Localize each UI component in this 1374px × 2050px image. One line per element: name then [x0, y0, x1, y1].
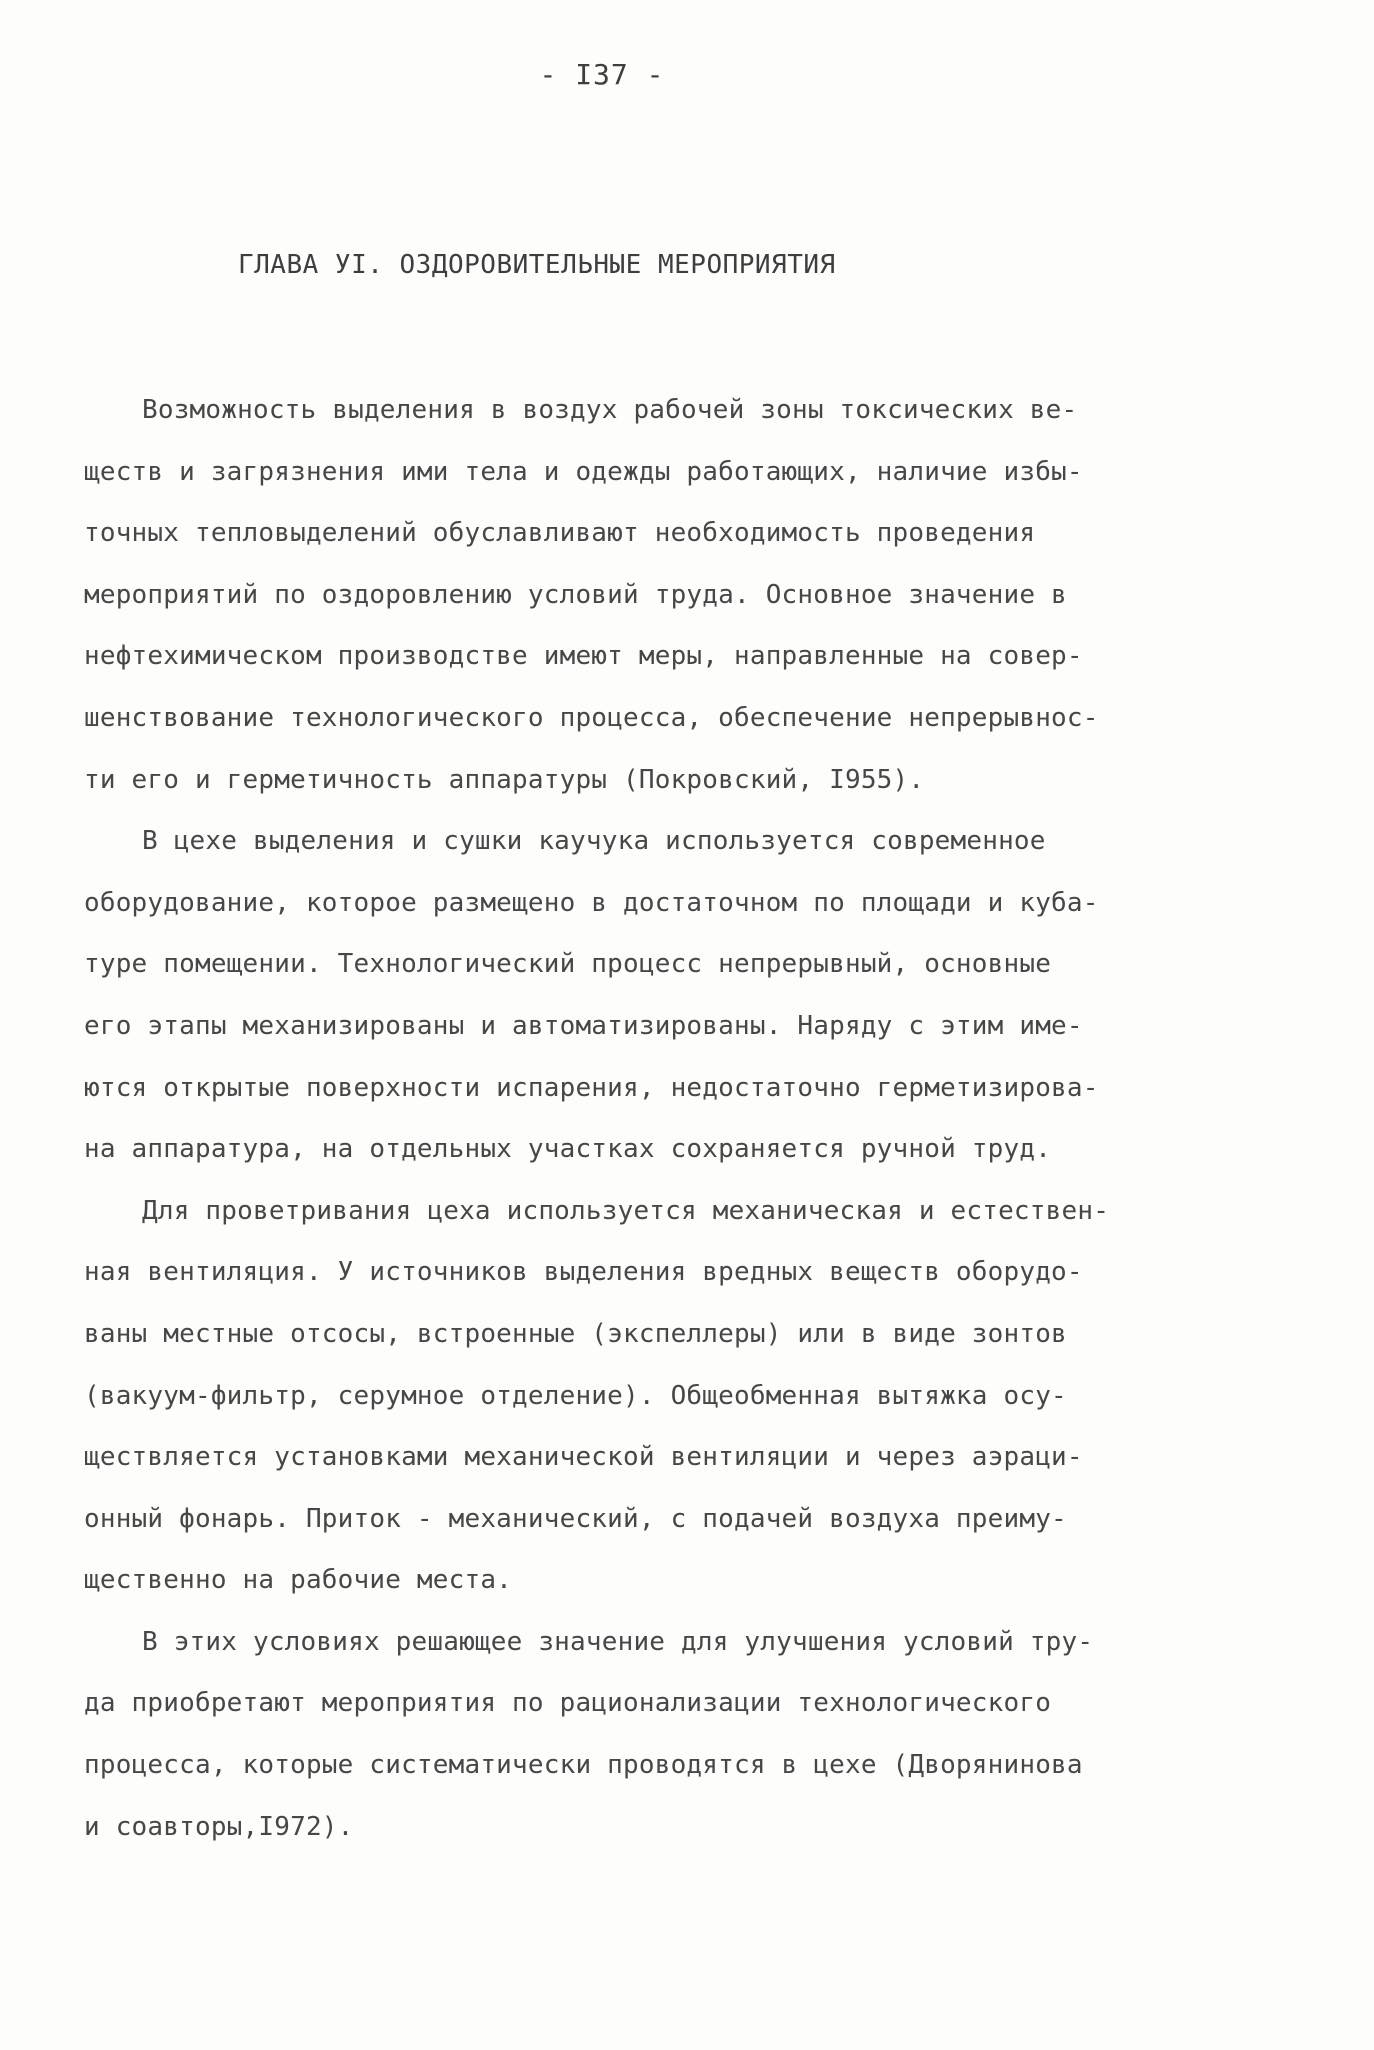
text-line: В этих условиях решающее значение для улучшения условий тру- [142, 1626, 1094, 1657]
text-line: точных тепловыделений обуславливают необходимость проведения [84, 518, 1036, 549]
text-line: нефтехимическом производстве имеют меры, направленные на совер- [84, 641, 1083, 672]
text-line: (вакуум-фильтр, серумное отделение). Общеобменная вытяжка осу- [84, 1380, 1067, 1411]
text-line: щественно на рабочие места. [84, 1565, 513, 1596]
text-line: и соавторы,I972). [84, 1811, 354, 1842]
text-line: ти его и герметичность аппаратуры (Покровский, I955). [84, 764, 925, 795]
text-line: онный фонарь. Приток - механический, с подачей воздуха преиму- [84, 1503, 1067, 1534]
text-line: на аппаратура, на отдельных участках сохраняется ручной труд. [84, 1134, 1052, 1165]
text-line: ществляется установками механической вентиляции и через аэраци- [84, 1442, 1083, 1473]
text-line: оборудование, которое размещено в достаточном по площади и куба- [84, 887, 1099, 918]
text-line: туре помещении. Технологический процесс непрерывный, основные [84, 949, 1052, 980]
text-line: шенствование технологического процесса, обеспечение непрерывнос- [84, 702, 1099, 733]
text-line: да приобретают мероприятия по рационализации технологического [84, 1688, 1052, 1719]
text-line: ваны местные отсосы, встроенные (экспеллеры) или в виде зонтов [84, 1318, 1067, 1349]
text-line: ществ и загрязнения ими тела и одежды работающих, наличие избы- [84, 456, 1083, 487]
text-line: ная вентиляция. У источников выделения вредных веществ оборудо- [84, 1257, 1083, 1288]
text-line: ются открытые поверхности испарения, недостаточно герметизирова- [84, 1072, 1099, 1103]
text-line: Возможность выделения в воздух рабочей зоны токсических ве- [142, 395, 1078, 425]
chapter-title: ГЛАВА УI. ОЗДОРОВИТЕЛЬНЫЕ МЕРОПРИЯТИЯ [238, 250, 836, 280]
text-line: Для проветривания цеха используется механическая и естествен- [142, 1195, 1110, 1226]
text-line: его этапы механизированы и автоматизированы. Наряду с этим име- [84, 1010, 1083, 1041]
text-line: В цехе выделения и сушки каучука используется современное [142, 826, 1046, 857]
text-line: мероприятий по оздоровлению условий труда. Основное значение в [84, 579, 1067, 610]
page-number: - I37 - [539, 58, 665, 91]
body-text [84, 380, 1294, 1858]
text-line: процесса, которые систематически проводятся в цехе (Дворянинова [84, 1750, 1083, 1781]
